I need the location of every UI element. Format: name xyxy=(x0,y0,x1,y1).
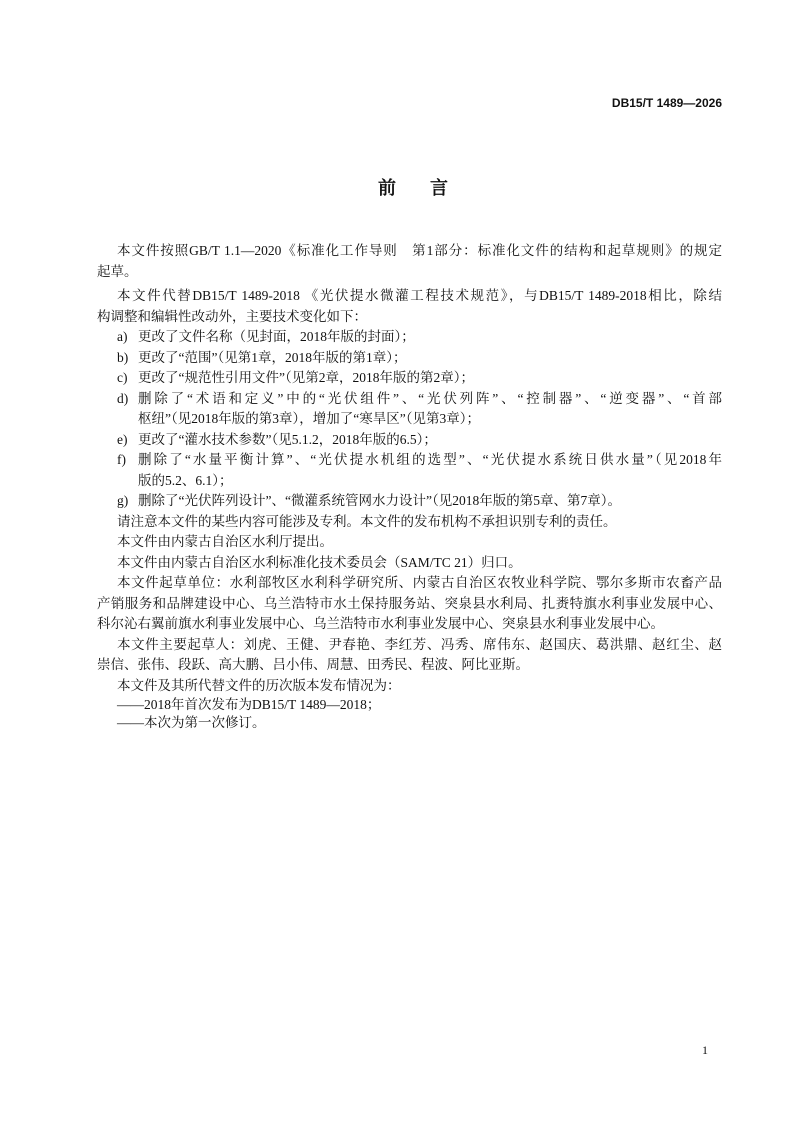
list-marker: f) xyxy=(117,452,126,467)
list-item xyxy=(97,389,722,430)
paragraph-replacement xyxy=(97,286,722,327)
list-item-line: 删除了“水量平衡计算”、“光伏提水机组的选型”、“光伏提水系统日供水量”（见2018年 xyxy=(138,452,722,467)
list-marker: c) xyxy=(117,370,128,385)
list-item xyxy=(97,348,722,369)
centralized-by: 本文件由内蒙古自治区水利标准化技术委员会（SAM/TC 21）归口。 xyxy=(117,554,522,570)
drafting-units xyxy=(97,573,722,635)
list-item-line: 更改了文件名称（见封面，2018年版的封面）； xyxy=(138,329,415,344)
paragraph-line: 产销服务和品牌建设中心、乌兰浩特市水土保持服务站、突泉县水利局、扎赉特旗水利事业发展中心、 xyxy=(97,595,722,611)
changes-list xyxy=(97,327,722,512)
paragraph-line: 起草。 xyxy=(97,263,138,279)
history-item: ——本次为第一次修订。 xyxy=(117,714,266,730)
list-item xyxy=(97,368,722,389)
paragraph-basis xyxy=(97,241,722,282)
history-item: ——2018年首次发布为DB15/T 1489—2018； xyxy=(117,697,381,712)
document-code: DB15/T 1489—2026 xyxy=(611,96,722,110)
list-marker: b) xyxy=(117,349,129,365)
list-item-line: 版的5.2、6.1）； xyxy=(138,472,233,488)
page-number: 1 xyxy=(702,1043,708,1057)
drafters xyxy=(97,635,722,676)
list-item-line: 更改了“规范性引用文件”（见第2章，2018年版的第2章）； xyxy=(138,370,474,385)
list-item-line: 更改了“灌水技术参数”（见5.1.2，2018年版的6.5）； xyxy=(138,431,437,447)
list-marker: a) xyxy=(117,329,128,344)
paragraph-line: 科尔沁右翼前旗水利事业发展中心、乌兰浩特市水利事业发展中心、突泉县水利事业发展中心。 xyxy=(97,616,664,631)
version-history xyxy=(97,696,722,731)
list-marker: e) xyxy=(117,431,128,447)
list-item xyxy=(97,450,722,491)
list-item xyxy=(97,491,722,512)
history-intro: 本文件及其所代替文件的历次版本发布情况为： xyxy=(117,677,401,693)
list-item-line: 枢纽”（见2018年版的第3章），增加了“寒旱区”（见第3章）； xyxy=(138,411,480,426)
list-marker: d) xyxy=(117,390,129,406)
proposed-by: 本文件由内蒙古自治区水利厅提出。 xyxy=(117,534,333,549)
paragraph-line: 本文件代替DB15/T 1489-2018 《光伏提水微灌工程技术规范》，与DB15/T 1489-2018相比，除结 xyxy=(117,288,722,303)
preface-body xyxy=(97,241,722,731)
paragraph-line: 构调整和编辑性改动外，主要技术变化如下： xyxy=(97,308,367,324)
paragraph-line: 本文件起草单位：水利部牧区水利科学研究所、内蒙古自治区农牧业科学院、鄂尔多斯市农畜产品 xyxy=(117,575,722,590)
patent-notice: 请注意本文件的某些内容可能涉及专利。本文件的发布机构不承担识别专利的责任。 xyxy=(117,513,617,529)
list-item xyxy=(97,430,722,451)
paragraph-line: 本文件按照GB/T 1.1—2020《标准化工作导则 第1部分：标准化文件的结构和起草规则》的规定 xyxy=(117,243,722,258)
list-marker: g) xyxy=(117,493,129,508)
list-item-line: 删除了“术语和定义”中的“光伏组件”、“光伏列阵”、“控制器”、“逆变器”、“首部 xyxy=(138,390,722,406)
page-title: 前 言 xyxy=(378,178,456,198)
list-item xyxy=(97,327,722,348)
paragraph-line: 崇信、张伟、段跃、高大鹏、吕小伟、周慧、田秀民、程波、阿比亚斯。 xyxy=(97,657,529,672)
list-item-line: 删除了“光伏阵列设计”、“微灌系统管网水力设计”（见2018年版的第5章、第7章）。 xyxy=(138,493,621,508)
paragraph-line: 本文件主要起草人：刘虎、王健、尹春艳、李红芳、冯秀、席伟东、赵国庆、葛洪鼎、赵红尘、赵 xyxy=(117,636,722,652)
list-item-line: 更改了“范围”（见第1章，2018年版的第1章）； xyxy=(138,349,407,365)
